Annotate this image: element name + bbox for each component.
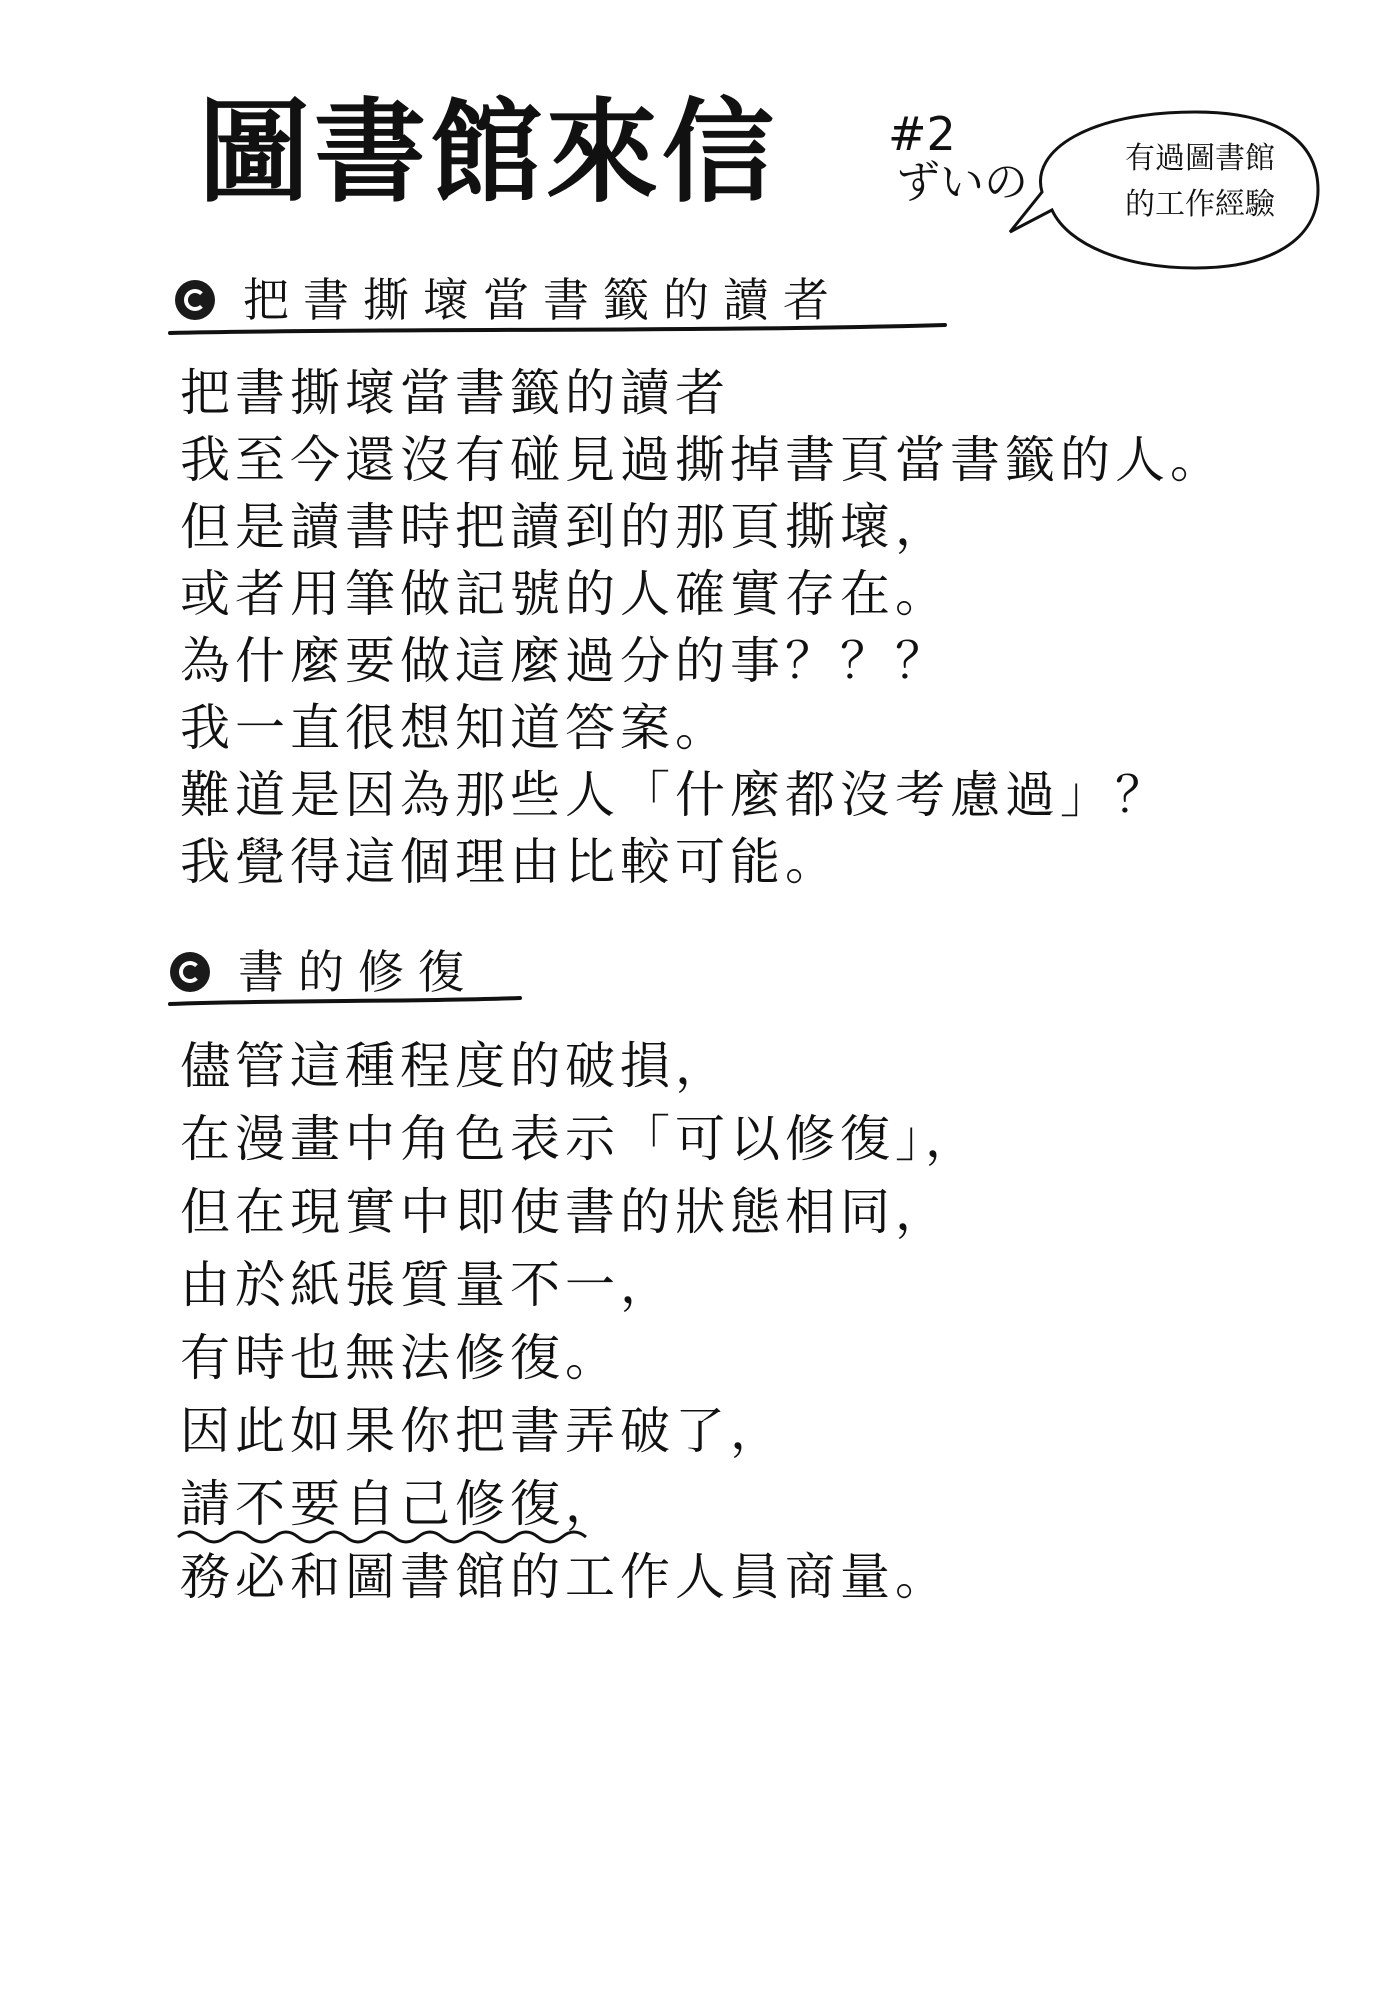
body-line: 難道是因為那些人「什麼都沒考慮過」？ — [180, 766, 1170, 824]
section-heading-2 — [170, 942, 478, 1002]
body-line: 或者用筆做記號的人確實存在。 — [180, 565, 950, 623]
body-line: 我一直很想知道答案。 — [180, 699, 730, 757]
body-line: 我覺得這個理由比較可能。 — [180, 833, 840, 891]
body-line: 但在現實中即使書的狀態相同， — [180, 1183, 950, 1241]
section-1-body — [180, 360, 1225, 896]
heading-underline — [170, 325, 945, 333]
bubble-line: 有過圖書館 — [1125, 141, 1275, 176]
body-line: 務必和圖書館的工作人員商量。 — [180, 1548, 950, 1606]
body-line: 儘管這種程度的破損， — [180, 1037, 730, 1095]
body-line: 把書撕壞當書籤的讀者 — [180, 364, 730, 422]
issue-number: #2 — [888, 107, 956, 161]
body-line: 由於紙張質量不一， — [180, 1256, 675, 1314]
section-2-body — [180, 1030, 980, 1614]
body-line: 但是讀書時把讀到的那頁撕壞， — [180, 498, 950, 556]
page-title: 圖書館來信 — [198, 88, 778, 218]
section-heading-text: 把書撕壞當書籤的讀者 — [243, 273, 843, 327]
section-heading-text: 書的修復 — [238, 945, 478, 999]
bubble-line: 的工作經驗 — [1125, 187, 1275, 222]
spiral-bullet-icon — [170, 952, 210, 992]
author-name: ずいの — [896, 157, 1028, 208]
body-line: 因此如果你把書弄破了， — [180, 1402, 785, 1460]
body-line: 請不要自己修復， — [180, 1475, 620, 1533]
body-line: 在漫畫中角色表示「可以修復」， — [180, 1110, 980, 1168]
body-line: 我至今還沒有碰見過撕掉書頁當書籤的人。 — [180, 431, 1225, 489]
body-line: 為什麼要做這麼過分的事？？？ — [180, 632, 950, 690]
body-line: 有時也無法修復。 — [180, 1329, 620, 1387]
